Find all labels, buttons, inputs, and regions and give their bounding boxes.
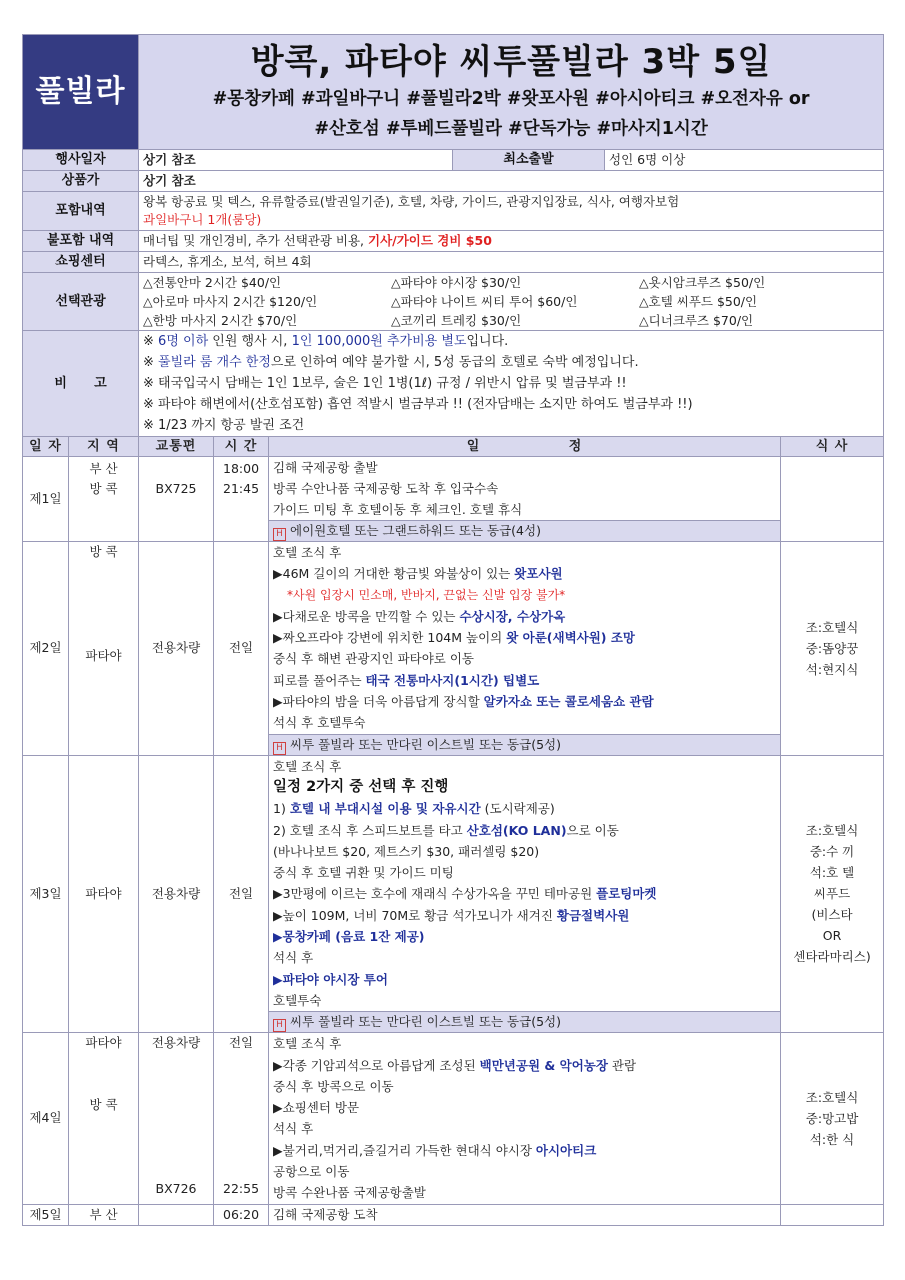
itinerary-document xyxy=(22,34,883,1226)
logo: 풀빌라 xyxy=(23,35,139,150)
day1-transport: BX725 xyxy=(139,457,214,542)
header-schedule: 일 정 xyxy=(269,437,781,457)
date-label: 행사일자 xyxy=(23,150,139,171)
option-row xyxy=(23,273,884,331)
note-3: ※ 태국입국시 담배는 1인 1보루, 술은 1인 1병(1ℓ) 규정 / 위반시 압류 및 벌금부과 !! xyxy=(143,376,627,391)
notes-row xyxy=(23,331,884,437)
notes-label: 비 고 xyxy=(23,331,139,437)
title-row xyxy=(23,35,884,150)
price-label: 상품가 xyxy=(23,171,139,192)
header-region: 지 역 xyxy=(69,437,139,457)
day5-row xyxy=(23,1204,884,1225)
day3-row xyxy=(23,755,884,1012)
day5-region: 부 산 xyxy=(69,1204,139,1225)
include-extra: 과일바구니 1개(룸당) xyxy=(143,212,262,227)
exclude-value: 매너팁 및 개인경비, 추가 선택관광 비용, xyxy=(143,233,369,248)
option-label: 선택관광 xyxy=(23,273,139,331)
option-item: △호텔 씨푸드 $50/인 xyxy=(639,294,758,309)
option-item: △디너크루즈 $70/인 xyxy=(639,313,754,328)
option-grid xyxy=(143,273,879,330)
option-item: △코끼리 트레킹 $30/인 xyxy=(391,313,522,328)
day1-region: 부 산 방 콕 xyxy=(69,457,139,542)
exclude-row xyxy=(23,231,884,252)
day3-schedule: 호텔 조식 후 일정 2가지 중 선택 후 진행 1) 호텔 내 부대시설 이용 및 자유시간 (도시락제공) 2) 호텔 조식 후 스피드보트를 타고 산호섬(KO LAN)으로 이동 (바나나보트 $20, 제트스키 $30, 패러셀링 $20) 중식 후 호텔 귀환 및 가이드 미팅 ▶3만평에 이르는 호수에 재래식 수상가옥을 꾸민 테마공원 플로팅마켓 ▶높이 109M, 너비 70M로 황금 석가모니가 새겨진 황금절벽사원 ▶몽창카페 (음료 1잔 제공) 석식 후 ▶파타야 야시장 투어 호텔투숙 xyxy=(269,755,781,1012)
day5-label: 제5일 xyxy=(23,1204,69,1225)
min-value: 성인 6명 이상 xyxy=(605,150,884,171)
day3-meal: 조:호텔식 중:수 끼 석:호 텔 씨푸드 (비스타 OR 센타라마리스) xyxy=(781,755,884,1033)
day1-hotel: H 에이원호텔 또는 그랜드하워드 또는 동급(4성) xyxy=(269,521,781,542)
day4-time: 전일 22:55 xyxy=(214,1033,269,1204)
day2-schedule: 호텔 조식 후 ▶46M 길이의 거대한 황금빛 와불상이 있는 왓포사원 *사원 입장시 민소매, 반바지, 끈없는 신발 입장 불가* ▶다채로운 방콕을 만끽할 수 있는 수상시장, 수상가옥 ▶짜오프라야 강변에 위치한 104M 높이의 왓 아룬(새벽사원) 조망 중식 후 해변 관광지인 파타야로 이동 피로를 풀어주는 태국 전통마사지(1시간) 팁별도 ▶파타야의 밤을 더욱 아름답게 장식할 알카자쇼 또는 콜로세움쇼 관람 석식 후 호텔투숙 xyxy=(269,542,781,735)
header-meal: 식 사 xyxy=(781,437,884,457)
day1-row xyxy=(23,457,884,521)
include-label: 포함내역 xyxy=(23,192,139,231)
exclude-label: 불포함 내역 xyxy=(23,231,139,252)
note-2: ※ 풀빌라 룸 개수 한정으로 인하여 예약 불가할 시, 5성 동급의 호텔로 숙박 예정입니다. xyxy=(143,355,639,370)
day4-label: 제4일 xyxy=(23,1033,69,1204)
note-5: ※ 1/23 까지 항공 발권 조건 xyxy=(143,418,305,433)
exclude-red: 기사/가이드 경비 $50 xyxy=(368,233,492,248)
tags-line-1: #몽창카페 #과일바구니 #풀빌라2박 #왓포사원 #아시아티크 #오전자유 or xyxy=(212,89,810,109)
shop-row xyxy=(23,252,884,273)
min-label: 최소출발 xyxy=(453,150,605,171)
day3-hotel: H 씨투 풀빌라 또는 만다린 이스트빌 또는 동급(5성) xyxy=(269,1012,781,1033)
header-day: 일 자 xyxy=(23,437,69,457)
day3-region: 파타야 xyxy=(69,755,139,1033)
exclude-cell xyxy=(139,231,884,252)
note-4: ※ 파타야 해변에서(산호섬포함) 흡연 적발시 벌금부과 !! (전자담배는 소지만 하여도 벌금부과 !!) xyxy=(143,397,693,412)
day4-region: 파타야 방 콕 xyxy=(69,1033,139,1204)
day3-time: 전일 xyxy=(214,755,269,1033)
option-item: △파타야 나이트 씨티 투어 $60/인 xyxy=(391,294,578,309)
hotel-icon: H xyxy=(273,742,286,755)
day3-label: 제3일 xyxy=(23,755,69,1033)
day4-meal: 조:호텔식 중:망고밥 석:한 식 xyxy=(781,1033,884,1204)
header-time: 시 간 xyxy=(214,437,269,457)
day2-hotel: H 씨투 풀빌라 또는 만다린 이스트빌 또는 동급(5성) xyxy=(269,734,781,755)
date-row xyxy=(23,150,884,171)
day4-transport: 전용차량 BX726 xyxy=(139,1033,214,1204)
include-row xyxy=(23,192,884,231)
day1-meal xyxy=(781,457,884,542)
day4-schedule: 호텔 조식 후 ▶각종 기암괴석으로 아름답게 조성된 백만년공원 & 악어농장 관람 중식 후 방콕으로 이동 ▶쇼핑센터 방문 석식 후 ▶불거리,먹거리,즐길거리 가득한 현대식 야시장 아시아티크 공항으로 이동 방콕 수완나품 국제공항출발 xyxy=(269,1033,781,1204)
itinerary-table xyxy=(22,34,884,1226)
day5-transport xyxy=(139,1204,214,1225)
schedule-header xyxy=(23,437,884,457)
day2-meal: 조:호텔식 중:똠양꿍 석:현지식 xyxy=(781,542,884,756)
day1-label: 제1일 xyxy=(23,457,69,542)
day5-meal xyxy=(781,1204,884,1225)
day1-time: 18:00 21:45 xyxy=(214,457,269,542)
option-item: △욧시암크루즈 $50/인 xyxy=(639,275,766,290)
option-item: △아로마 마사지 2시간 $120/인 xyxy=(143,294,318,309)
shop-label: 쇼핑센터 xyxy=(23,252,139,273)
day5-time: 06:20 xyxy=(214,1204,269,1225)
day2-label: 제2일 xyxy=(23,542,69,756)
day5-schedule: 김해 국제공항 도착 xyxy=(269,1204,781,1225)
day1-schedule: 김해 국제공항 출발 방콕 수안나품 국제공항 도착 후 입국수속 가이드 미팅 후 호텔이동 후 체크인. 호텔 휴식 xyxy=(269,457,781,521)
tags-line-2: #산호섬 #투베드풀빌라 #단독가능 #마사지1시간 xyxy=(314,119,708,139)
shop-value: 라텍스, 휴게소, 보석, 허브 4회 xyxy=(139,252,884,273)
day3-transport: 전용차량 xyxy=(139,755,214,1033)
option-item: △전통안마 2시간 $40/인 xyxy=(143,275,282,290)
notes-cell xyxy=(139,331,884,437)
day2-transport: 전용차량 xyxy=(139,542,214,756)
option-item: △파타야 야시장 $30/인 xyxy=(391,275,522,290)
note-1: ※ 6명 이하 인원 행사 시, 1인 100,000원 추가비용 별도입니다. xyxy=(143,334,509,349)
price-value: 상기 참조 xyxy=(139,171,884,192)
hotel-icon: H xyxy=(273,528,286,541)
price-row xyxy=(23,171,884,192)
title-block xyxy=(139,35,884,150)
include-cell xyxy=(139,192,884,231)
page-title: 방콕, 파타야 씨투풀빌라 3박 5일 xyxy=(250,42,772,82)
hotel-icon: H xyxy=(273,1019,286,1032)
day2-time: 전일 xyxy=(214,542,269,756)
day2-row xyxy=(23,542,884,735)
option-cell xyxy=(139,273,884,331)
day2-region: 방 콕 파타야 xyxy=(69,542,139,756)
day4-row xyxy=(23,1033,884,1204)
header-transport: 교통편 xyxy=(139,437,214,457)
include-value: 왕복 항공료 및 텍스, 유류할증료(발권일기준), 호텔, 차량, 가이드, 관광지입장료, 식사, 여행자보험 xyxy=(143,194,680,209)
option-item: △한방 마사지 2시간 $70/인 xyxy=(143,313,298,328)
date-value: 상기 참조 xyxy=(139,150,453,171)
